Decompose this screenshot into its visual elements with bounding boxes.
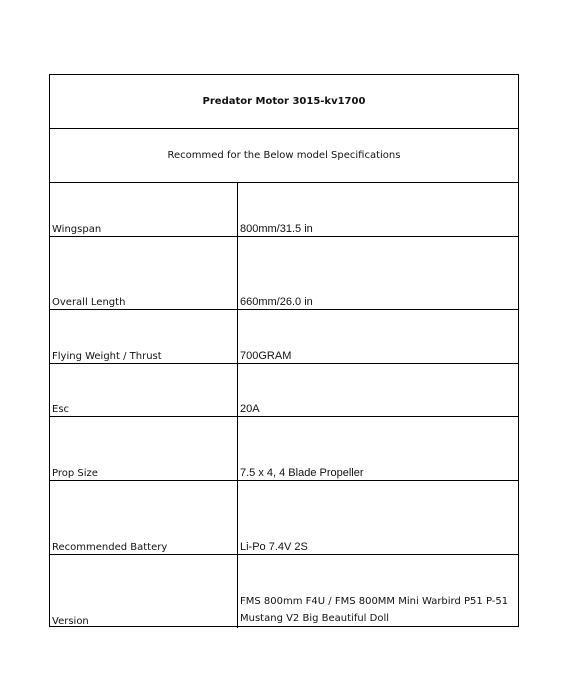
row-value: 20A <box>240 403 260 415</box>
row-label: Flying Weight / Thrust <box>50 310 238 363</box>
row-label: Overall Length <box>50 237 238 309</box>
subtitle-row <box>50 129 518 183</box>
row-label: Esc <box>50 364 238 416</box>
row-value-line: FMS 800mm F4U / FMS 800MM Mini Warbird P51 P-51 <box>240 596 509 607</box>
row-label: Recommended Battery <box>50 481 238 554</box>
table-subtitle: Recommed for the Below model Specifications <box>167 150 401 161</box>
row-value: 7.5 x 4, 4 Blade Propeller <box>240 467 364 479</box>
table-row-recommended-battery <box>50 481 518 555</box>
table-title: Predator Motor 3015-kv1700 <box>202 96 366 107</box>
row-value-line: Mustang V2 Big Beautiful Doll <box>240 613 390 624</box>
table-row-overall-length <box>50 237 518 310</box>
row-value <box>238 555 518 628</box>
table-row-version <box>50 555 518 628</box>
row-label: Prop Size <box>50 417 238 480</box>
row-label: Version <box>50 555 238 628</box>
table-row-esc <box>50 364 518 417</box>
row-value: Li-Po 7.4V 2S <box>240 541 308 553</box>
table-row-flying-weight <box>50 310 518 364</box>
row-value: 660mm/26.0 in <box>240 296 313 308</box>
table-row-wingspan <box>50 183 518 237</box>
row-value: 700GRAM <box>240 350 292 362</box>
row-label: Wingspan <box>50 183 238 236</box>
title-row <box>50 75 518 129</box>
table-row-prop-size <box>50 417 518 481</box>
row-value: 800mm/31.5 in <box>240 223 313 235</box>
spec-table <box>49 74 519 627</box>
